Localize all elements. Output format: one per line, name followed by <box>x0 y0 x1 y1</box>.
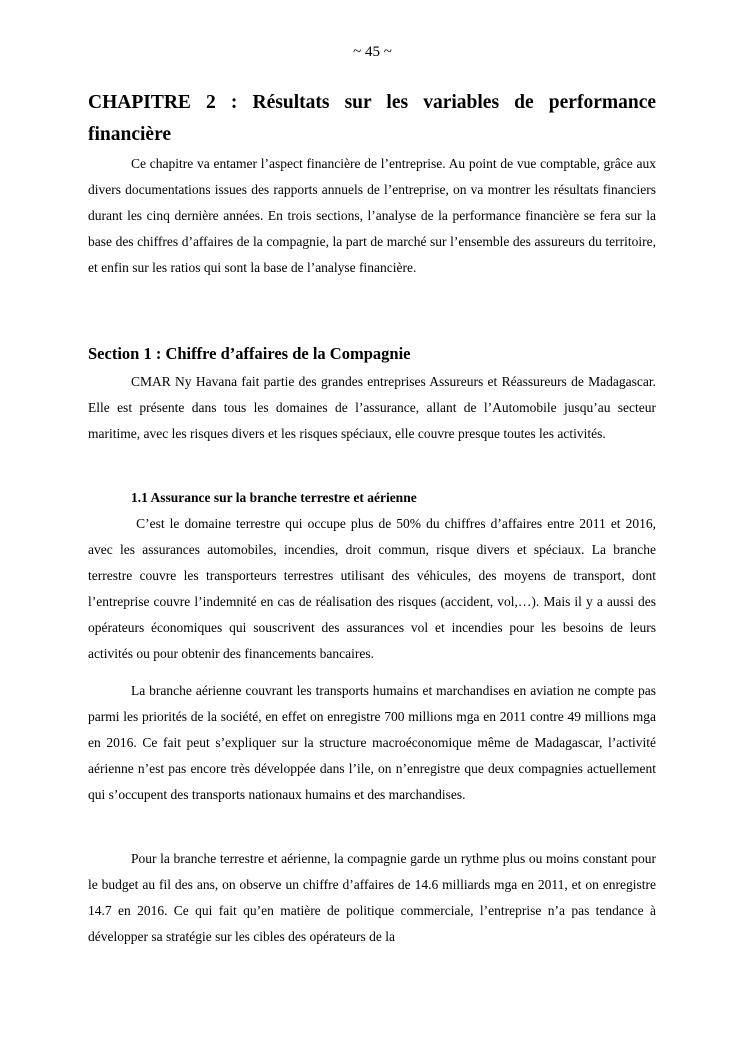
subsection-1-1-title: 1.1 Assurance sur la branche terrestre et aérienne <box>131 490 417 505</box>
section-1 <box>88 343 656 365</box>
page-number: ~ 45 ~ <box>353 44 392 60</box>
subsection-body-2 <box>88 678 656 808</box>
section-1-title: Section 1 : Chiffre d’affaires de la Compagnie <box>88 344 411 363</box>
section-1-body <box>88 369 656 447</box>
subsection-body-1 <box>88 511 660 667</box>
section-1-paragraph: CMAR Ny Havana fait partie des grandes entreprises Assureurs et Réassureurs de Madagascar. Elle est présente dans tous les domaines de l’assurance, allant de l’Automobile jusqu’au secteur maritime, avec les risques divers et les risques spéciaux, elle couvre presque toutes les activités. <box>88 374 656 441</box>
subsection-paragraph-3: Pour la branche terrestre et aérienne, la compagnie garde un rythme plus ou moins constant pour le budget au fil des ans, on observe un chiffre d’affaires de 14.6 milliards mga en 2011, et on enregistre 14.7 en 2016. Ce qui fait qu’en matière de politique commerciale, l’entreprise n’a pas tendance à développer sa stratégie sur les cibles des opérateurs de la <box>88 851 656 944</box>
intro-block <box>88 151 656 281</box>
intro-paragraph: Ce chapitre va entamer l’aspect financière de l’entreprise. Au point de vue comptable, grâce aux divers documentations issues des rapports annuels de l’entreprise, on va montrer les résultats financiers durant les cinq dernière années. En trois sections, l’analyse de la performance financière se fera sur la base des chiffres d’affaires de la compagnie, la part de marché sur l’ensemble des assureurs du territoire, et enfin sur les ratios qui sont la base de l’analyse financière. <box>88 156 656 275</box>
subsection-body-3 <box>88 846 656 950</box>
subsection-1-1 <box>88 488 656 508</box>
subsection-paragraph-1: C’est le domaine terrestre qui occupe plus de 50% du chiffres d’affaires entre 2011 et 2016, avec les assurances automobiles, incendies, droit commun, risque divers et spéciaux. La branche terrestre couvre les transporteurs terrestres utilisant des véhicules, des moyens de transport, dont l’entreprise couvre l’indemnité en cas de réalisation des risques (accident, vol,…). Mais il y a aussi des opérateurs économiques qui souscrivent des assurances vol et incendies pour les besoins de leurs activités ou pour obtenir des financements bancaires. <box>88 516 660 661</box>
chapter-title: CHAPITRE 2 : Résultats sur les variables de performance financière <box>88 92 656 145</box>
subsection-paragraph-2: La branche aérienne couvrant les transports humains et marchandises en aviation ne compte pas parmi les priorités de la société, en effet on enregistre 700 millions mga en 2011 contre 49 millions mga en 2016. Ce fait peut s’expliquer sur la structure macroéconomique même de Madagascar, l’activité aérienne n’est pas encore très développée dans l’ile, on n’enregistre que deux compagnies actuellement qui s’occupent des transports nationaux humains et des marchandises. <box>88 683 656 802</box>
